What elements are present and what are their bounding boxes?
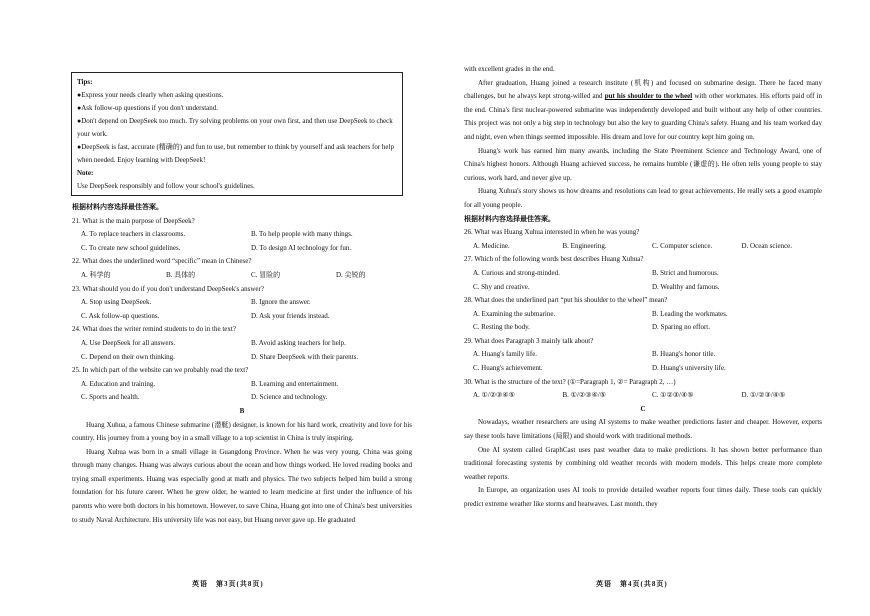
option: B. ①/②③④/⑤ [562,391,606,400]
options [72,296,412,323]
option: B. Leading the workmates. [652,309,728,318]
option: D. Sparing no effort. [652,323,710,332]
section-heading-c: C [640,404,646,413]
paragraph-text: with other workmates. His efforts paid off in the end. China's first nuclear-powered submarine was independently developed and built without any help of other countries. This project was not only a big step in technology but also the key to guarding China's safety. Huang and his team worked day and night, even when things seemed impossible. His dream and love for our country kept him going on. [464,92,822,141]
option: C. 冒险的 [251,270,281,279]
option: C. Huang's achievement. [473,364,543,373]
options [72,269,412,283]
options [464,348,822,375]
question-stem: 28. What does the underlined part “put his shoulder to the wheel” mean? [464,296,668,305]
option: A. Curious and strong-minded. [473,268,560,277]
option: B. To help people with many things. [251,230,353,239]
tips-title: Tips: [77,78,93,86]
option: B. Engineering. [562,241,607,250]
option: D. ①/②③/④⑤ [741,391,786,400]
tip-item: ●DeepSeek is fast, accurate (精确的) and fun to use, but remember to think by yourself and ask teachers for help when needed. Enjoy learning with DeepSeek! [77,143,394,164]
option: A. Medicine. [473,241,510,250]
right-content [464,63,822,512]
page-footer: 英语 第4页(共8页) [596,580,668,588]
question-stem: 25. In which part of the website can we probably read the text? [72,366,249,375]
option: A. Huang's family life. [473,350,538,359]
options [72,378,412,405]
question-stem: 27. Which of the following words best describes Huang Xuhua? [464,255,644,264]
paragraph [464,77,822,145]
paragraph: Nowadays, weather researchers are using AI systems to make weather predictions faster and cheaper. However, experts say these tools have limitations (局限) and should work with traditional methods. [464,418,822,441]
underlined-phrase: put his shoulder to the wheel [604,92,693,101]
option: B. Huang's honor title. [652,350,716,359]
option: D. Science and technology. [251,393,328,402]
note-title: Note: [77,169,94,177]
option: A. ①/②③④⑤ [473,391,515,400]
instruction: 根据材料内容选择最佳答案。 [464,214,555,223]
option: B. 具体的 [166,270,196,279]
option: B. Avoid asking teachers for help. [251,338,346,347]
page-footer: 英语 第3页(共8页) [192,580,264,588]
question-stem: 29. What does Paragraph 3 mainly talk about? [464,336,594,345]
note-text: Use DeepSeek responsibly and follow your school's guidelines. [77,182,255,190]
option: C. Depend on their own thinking. [81,352,175,361]
option: C. Resting the body. [473,323,530,332]
option: D. Share DeepSeek with their parents. [251,352,359,361]
paragraph: Huang Xuhua was born in a small village in Guangdong Province. When he was very young, China was going through many changes. Huang was always curious about the ocean and how things worked. He loved reading books and trying small experiments. Huang was especially good at math and physics. The two subjects helped him build a strong foundation for his future career. When he grew older, he wanted to learn medicine at first under the influence of his parents who were both doctors in his hometown. However, to save China, Huang got into one of China's best universities to study Naval Architecture. His university life was not easy, but Huang never gave up. He graduated [72,447,412,524]
tip-item: ●Express your needs clearly when asking questions. [77,91,224,99]
options [72,337,412,364]
question-stem: 21. What is the main purpose of DeepSeek? [72,216,195,225]
paragraph-continuation: with excellent grades in the end. [464,65,555,73]
option: C. Computer science. [652,241,713,250]
paragraph: Huang's work has earned him many awards, including the State Preeminent Science and Technology Award, one of China's highest honors. Although Huang achieved success, he remains humble (谦虚的). He often tells young people to stay curious, work hard, and never give up. [464,146,822,182]
option: D. Wealthy and famous. [652,282,720,291]
option: D. To design AI technology for fun. [251,243,352,252]
question-stem: 24. What does the writer remind students to do in the text? [72,325,236,334]
option: C. To create new school guidelines. [81,243,181,252]
question-stem: 26. What was Huang Xuhua interested in when he was young? [464,228,640,237]
question-stem: 30. What is the structure of the text? (①=Paragraph 1, ②= Paragraph 2, …) [464,377,676,386]
option: B. Ignore the answer. [251,298,311,307]
paragraph: Huang Xuhua, a famous Chinese submarine (潜艇) designer, is known for his hard work, creativity and love for his country. His journey from a young boy in a small village to a top scientist in China is truly inspiring. [72,420,412,443]
option: D. Huang's university life. [652,364,726,373]
option: A. Examining the submarine. [473,309,556,318]
paragraph: One AI system called GraphCast uses past weather data to make predictions. It has shown better performance than traditional forecasting systems by combining old weather records with modern models. This helps create more complete weather reports. [464,445,822,481]
question-stem: 23. What should you do if you don't understand DeepSeek's answer? [72,284,264,293]
option: C. Shy and creative. [473,282,530,291]
option: C. ①②③/④⑤ [652,391,694,400]
option: A. Education and training. [81,379,156,388]
section-heading-b: B [239,406,245,415]
option: A. 科学的 [81,270,111,279]
option: A. Stop using DeepSeek. [81,298,152,307]
tip-item: ●Don't depend on DeepSeek too much. Try solving problems on your own first, and then use DeepSeek to check your work. [77,117,393,138]
instruction: 根据材料内容选择最佳答案。 [72,203,163,211]
left-page [62,0,412,616]
tips-box [71,72,403,196]
options [464,389,822,403]
question-stem: 22. What does the underlined word “specific” mean in Chinese? [72,257,252,266]
option: B. Strict and humorous. [652,268,719,277]
option: C. Ask follow-up questions. [81,311,160,320]
option: A. To replace teachers in classrooms. [81,230,186,239]
option: D. 尖锐的 [336,270,366,279]
options [464,240,822,254]
option: C. Sports and health. [81,393,140,402]
paragraph-text: After graduation, Huang joined a research institute (机构) and focused on submarine design. There he faced many challenges, but he always kept strong-willed and [464,78,822,101]
option: D. Ocean science. [741,241,793,250]
options [464,267,822,294]
options [72,228,412,255]
tip-item: ●Ask follow-up questions if you don't understand. [77,104,219,112]
left-questions [72,201,412,527]
paragraph: In Europe, an organization uses AI tools to provide detailed weather reports four times daily. These tools can quickly predict extreme weather like storms and heatwaves. Last month, they [464,486,822,508]
option: A. Use DeepSeek for all answers. [81,338,176,347]
option: D. Ask your friends instead. [251,311,330,320]
option: B. Learning and entertainment. [251,379,339,388]
options [464,308,822,335]
right-page [464,0,822,616]
paragraph: Huang Xuhua's story shows us how dreams and resolutions can lead to great achievements. He really sets a good example for all young people. [464,187,822,209]
